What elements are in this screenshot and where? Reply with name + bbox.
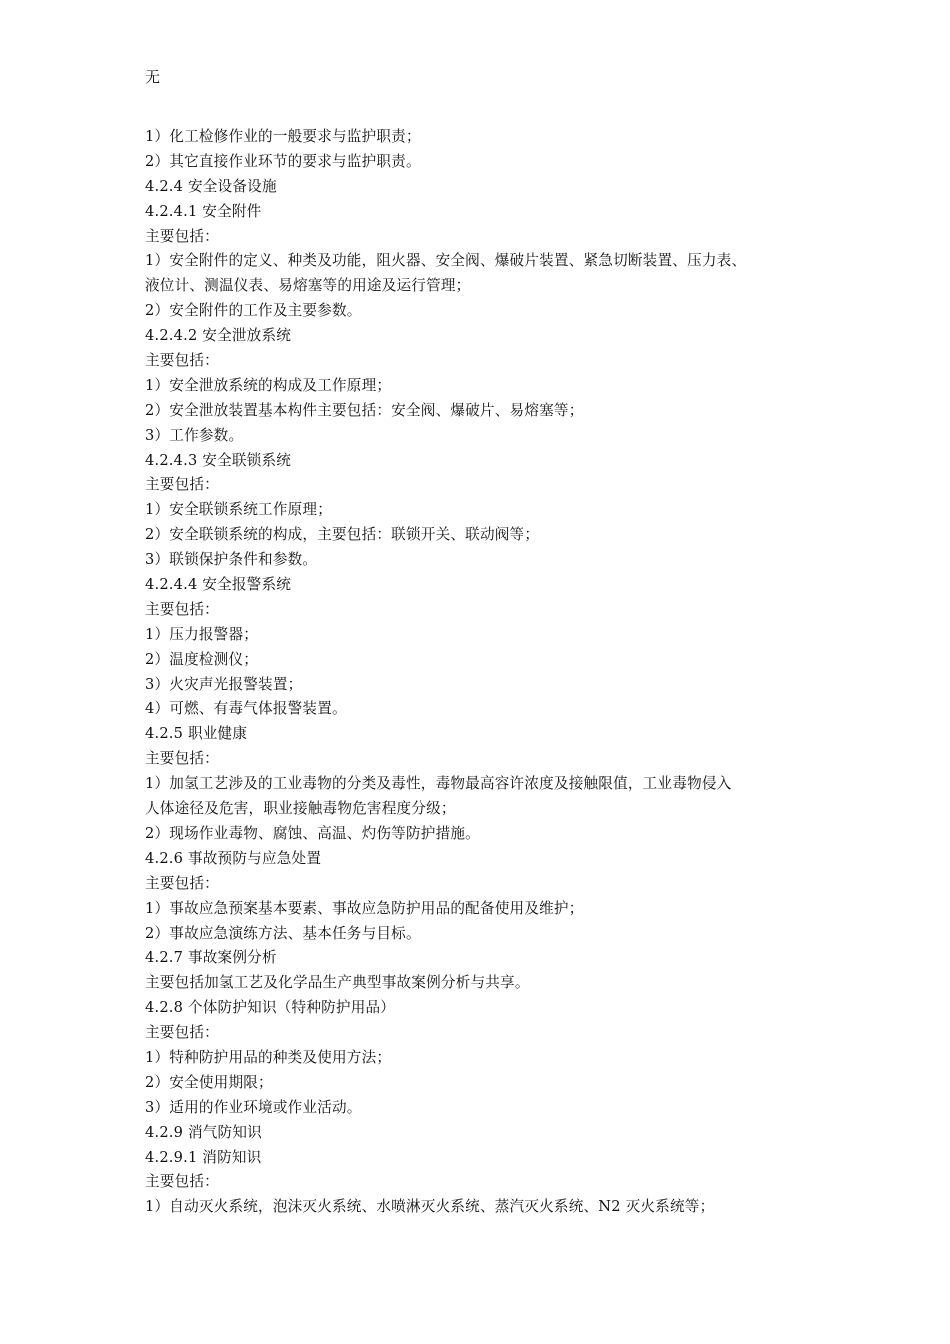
text-line: 1）安全附件的定义、种类及功能，阻火器、安全阀、爆破片装置、紧急切断装置、压力表、 bbox=[145, 252, 747, 270]
text-line: 3）火灾声光报警装置； bbox=[145, 675, 303, 693]
text-line: 2）其它直接作业环节的要求与监护职责。 bbox=[145, 152, 421, 170]
text-line: 2）安全使用期限； bbox=[145, 1073, 273, 1091]
text-line: 3）联锁保护条件和参数。 bbox=[145, 551, 318, 569]
text-line: 2）安全附件的工作及主要参数。 bbox=[145, 302, 362, 320]
text-line: 1）安全联锁系统工作原理； bbox=[145, 501, 333, 519]
text-line: 主要包括： bbox=[145, 874, 219, 892]
text-line: 1）化工检修作业的一般要求与监护职责； bbox=[145, 128, 421, 145]
text-line: 主要包括： bbox=[145, 750, 219, 768]
text-line: 4.2.6 事故预防与应急处置 bbox=[145, 849, 322, 867]
document-body bbox=[145, 125, 817, 1220]
text-line: 4.2.4.2 安全泄放系统 bbox=[145, 327, 292, 345]
text-line: 3）适用的作业环境或作业活动。 bbox=[145, 1098, 362, 1116]
text-line: 主要包括： bbox=[145, 476, 219, 494]
text-line: 4.2.4.4 安全报警系统 bbox=[145, 576, 292, 594]
text-line: 4.2.5 职业健康 bbox=[145, 725, 248, 743]
text-line: 主要包括： bbox=[145, 352, 219, 370]
text-line: 4.2.4.1 安全附件 bbox=[145, 202, 262, 220]
text-line: 主要包括： bbox=[145, 600, 219, 618]
text-line: 主要包括： bbox=[145, 1024, 219, 1042]
text-line: 4.2.9.1 消防知识 bbox=[145, 1148, 262, 1166]
text-line: 2）安全联锁系统的构成，主要包括：联锁开关、联动阀等； bbox=[145, 526, 540, 544]
text-line: 1）事故应急预案基本要素、事故应急防护用品的配备使用及维护； bbox=[145, 899, 584, 917]
text-line: 1）压力报警器； bbox=[145, 625, 259, 643]
text-line: 1）安全泄放系统的构成及工作原理； bbox=[145, 376, 392, 394]
text-line: 1）特种防护用品的种类及使用方法； bbox=[145, 1048, 392, 1066]
text-line: 4.2.7 事故案例分析 bbox=[145, 949, 277, 967]
text-line: 3）工作参数。 bbox=[145, 426, 244, 444]
page-header-text: 无 bbox=[145, 68, 161, 86]
text-line: 2）事故应急演练方法、基本任务与目标。 bbox=[145, 924, 421, 942]
text-line: 2）安全泄放装置基本构件主要包括：安全阀、爆破片、易熔塞等； bbox=[145, 401, 584, 419]
text-line: 主要包括加氢工艺及化学品生产典型事故案例分析与共享。 bbox=[145, 974, 530, 992]
text-line: 主要包括： bbox=[145, 1173, 219, 1191]
text-line: 液位计、测温仪表、易熔塞等的用途及运行管理； bbox=[145, 277, 471, 295]
text-line: 主要包括： bbox=[145, 227, 219, 245]
text-line: 1）自动灭火系统，泡沫灭火系统、水喷淋灭火系统、蒸汽灭火系统、N2 灭火系统等； bbox=[145, 1198, 715, 1216]
text-line: 4.2.8 个体防护知识（特种防护用品） bbox=[145, 999, 396, 1017]
text-line: 2）温度检测仪； bbox=[145, 650, 259, 668]
text-line: 4.2.4.3 安全联锁系统 bbox=[145, 451, 292, 469]
text-line: 2）现场作业毒物、腐蚀、高温、灼伤等防护措施。 bbox=[145, 824, 480, 842]
text-line: 4）可燃、有毒气体报警装置。 bbox=[145, 700, 347, 718]
text-line: 4.2.9 消气防知识 bbox=[145, 1123, 262, 1141]
text-line: 人体途径及危害，职业接触毒物危害程度分级； bbox=[145, 800, 456, 818]
text-line: 1）加氢工艺涉及的工业毒物的分类及毒性，毒物最高容许浓度及接触限值，工业毒物侵入 bbox=[145, 775, 732, 793]
text-line: 4.2.4 安全设备设施 bbox=[145, 177, 277, 195]
